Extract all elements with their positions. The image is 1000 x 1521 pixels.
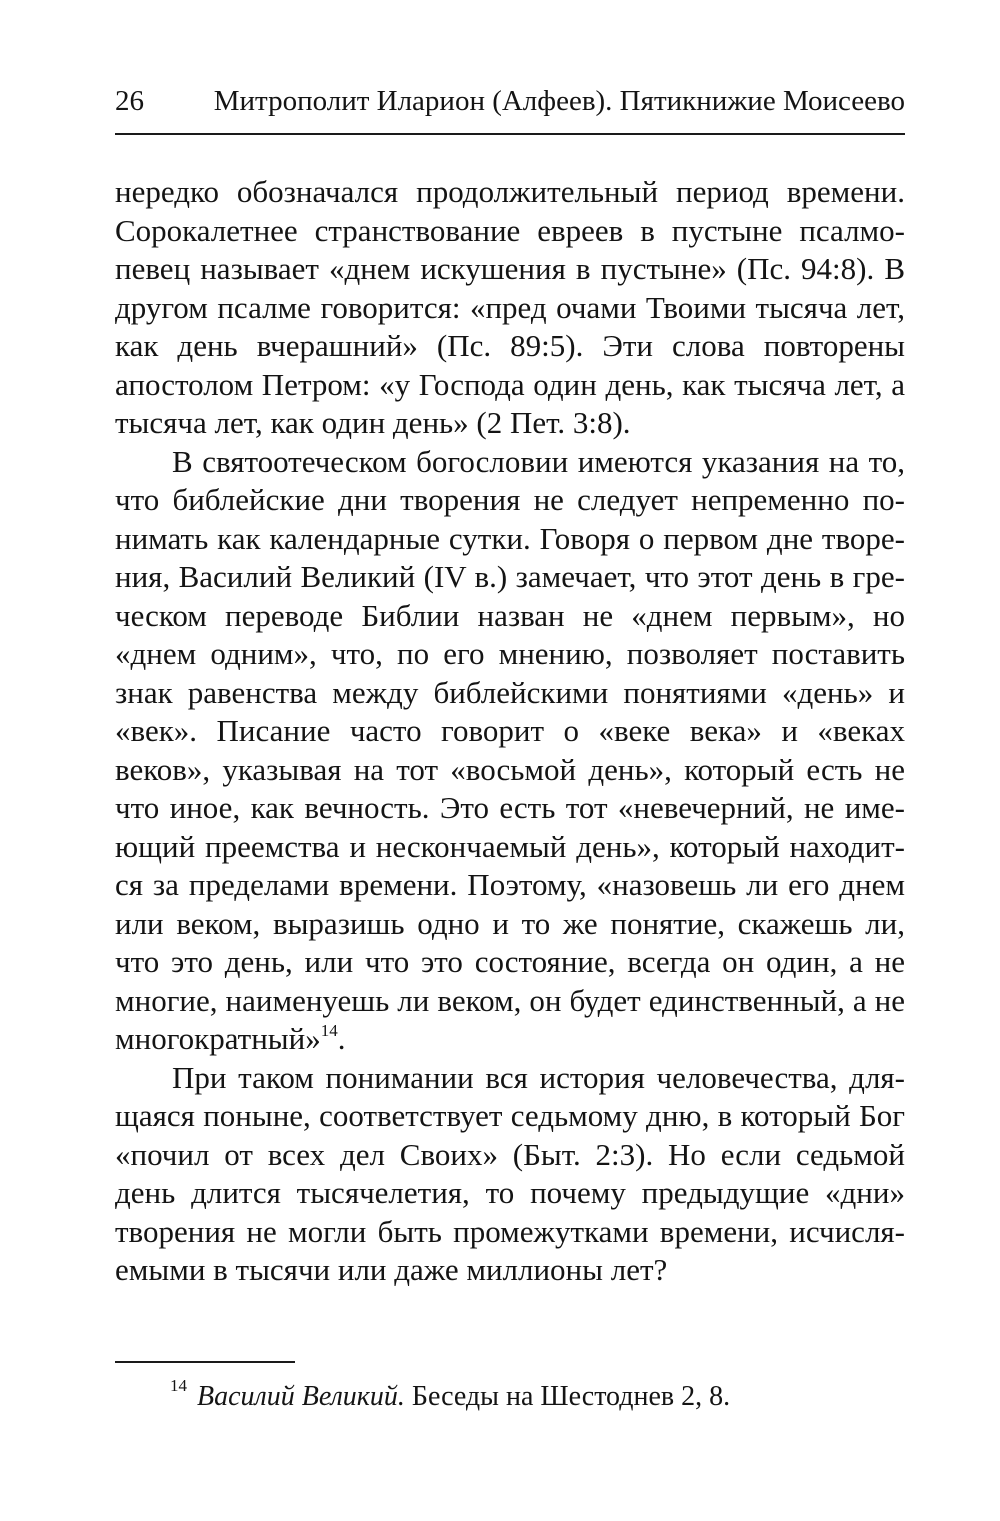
running-title: Митрополит Иларион (Алфеев). Пятикнижие Моисеево [213,85,905,117]
paragraph-3: При таком понимании вся история человечества, длящаяся поныне, соответствует седьмому дню, в который Бог «почил от всех дел Своих» (Быт. 2:3). Но если седьмой день длится тысячелетия, то почему предыдущие «дни» творения не могли быть промежутками времени, исчисляемыми в тысячи или даже миллионы лет? [115,1059,905,1287]
footnote-source: Беседы на Шестоднев 2, 8. [411,1381,731,1412]
page-number: 26 [115,85,144,117]
paragraph-2-text: В святоотеческом богословии имеются указания на то, что библейские дни творения не следует непременно понимать как календарные сутки. Говоря о первом дне творения, Василий Великий (IV в.) замечает, что этот день в греческом переводе Библии назван не «днем первым», но «днем одним», что, по его мнению, позволяет поставить знак равенства между библейскими понятиями «день» и «век». Писание часто говорит о «веке века» и «веках веков», указывая на тот «восьмой день», который есть не что иное, как вечность. Это есть тот «невечерний, не имеющий преемства и нескончаемый день», который находится за пределами времени. Поэтому, «назовешь ли его днем или веком, выразишь одно и то же понятие, скажешь ли, что это день, или что это состояние, всегда он один, а не многие, наименуешь ли веком, он будет единственный, а не многократный» [115,443,905,1056]
running-header [115,80,905,122]
footnote-rule [115,1361,295,1363]
footnote-author: Василий Великий. [197,1381,405,1412]
footnote [170,1375,905,1416]
paragraph-2 [115,443,905,1059]
footnote-reference: 14 [320,1020,338,1040]
header-rule [115,133,905,135]
paragraph-1: нередко обозначался продолжительный период времени. Сорокалетнее странствование евреев в пустыне псалмопевец называет «днем искушения в пустыне» (Пс. 94:8). В другом псалме говорится: «пред очами Твоими тысяча лет, как день вчерашний» (Пс. 89:5). Эти слова повторены апостолом Петром: «у Господа один день, как тысяча лет, а тысяча лет, как один день» (2 Пет. 3:8). [115,174,905,440]
footnote-number: 14 [170,1375,187,1395]
main-text [115,173,905,1290]
paragraph-2-end: . [337,1021,346,1056]
